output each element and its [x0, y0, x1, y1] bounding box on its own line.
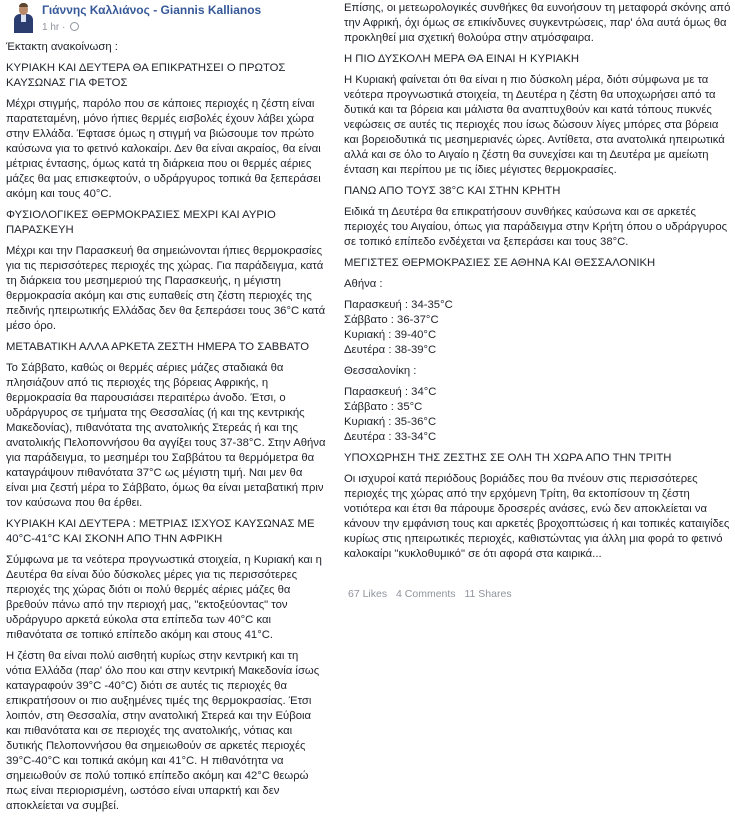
section-paragraph: Οι ισχυροί κατά περιόδους βοριάδες που θα πνέουν στις περισσότερες περιοχές της χώρας από την ερχόμενη Τρίτη, θα εκτοπίσουν τη ζέστη νοτιότερα και έτσι θα πάρουμε δροσερές ανάσες, ενώ δεν αποκλείεται να κάνουν την εμφάνιση τους και αρκετές βροχοπτώσεις ή και τοπικές καταιγίδες κυρίως στις ηπειρωτικές περιοχές, καθιστώντας για άλλη μια φορά το φετινό καλοκαίρι "κυκλοθυμικό" σε ότι αφορά στα καιρικά...	[344, 473, 730, 560]
post-right-column	[344, 1, 735, 568]
section-paragraph: Η Κυριακή φαίνεται ότι θα είναι η πιο δύσκολη μέρα, διότι σύμφωνα με τα νεότερα προγνωστικά στοιχεία, τη Δευτέρα η ζέστη θα υποχωρήσει από τα δυτικά και τα βόρεια και μάλιστα θα αναπτυχθούν και κατά τόπους πυκνές νεφώσεις σε αυτές τις περιοχές που ίσως δώσουν λίγες μπόρες στα βόρεια και βορειοδυτικά τις μεσημεριανές ώρες. Αντίθετα, στα ανατολικά ηπειρωτικά αλλά και σε όλο το Αιγαίο η ζέστη θα συνεχίσει και τη Δευτέρα με αμείωτη ένταση και περίπου με τις ίδιες μέγιστες θερμοκρασίες.	[344, 74, 725, 176]
section-heading: ΥΠΟΧΩΡΗΣΗ ΤΗΣ ΖΕΣΤΗΣ ΣΕ ΟΛΗ ΤΗ ΧΩΡΑ ΑΠΟ ΤΗΝ ΤΡΙΤΗ	[344, 452, 672, 464]
temperature-item: Κυριακή : 39-40°C	[344, 329, 437, 341]
post-header	[0, 0, 330, 40]
temperature-item: Παρασκευή : 34-35°C	[344, 299, 453, 311]
city-name: Θεσσαλονίκη :	[344, 365, 417, 377]
author-name[interactable]: Γιάννης Καλλιάνος - Giannis Kallianos	[42, 3, 262, 17]
comments-count[interactable]: 4 Comments	[396, 588, 456, 600]
section-paragraph: Μέχρι και την Παρασκευή θα σημειώνονται ήπιες θερμοκρασίες για τις περισσότερες περιοχές της χώρας. Για παράδειγμα, κατά τη διάρκεια του μεσημεριού της Παρασκευής, η μέγιστη θερμοκρασία ακόμη και στις ευπαθείς στη ζέστη περιοχές της πεδινής ηπειρωτικής Ελλάδας δεν θα ξεπεράσει τους 36°C κατά μέσο όρο.	[6, 245, 326, 332]
temperature-item: Σάββατο : 36-37°C	[344, 314, 439, 326]
globe-icon	[70, 22, 79, 31]
temperature-list	[344, 385, 731, 445]
temperature-item: Σάββατο : 35°C	[344, 401, 423, 413]
post-meta: 1 hr ·	[42, 20, 79, 35]
temperature-item: Δευτέρα : 38-39°C	[344, 344, 437, 356]
section-paragraph: Ειδικά τη Δευτέρα θα επικρατήσουν συνθήκες καύσωνα και σε αρκετές περιοχές του Αιγαίου, όπως για παράδειγμα στην Κρήτη όπου ο υδράργυρος σε τοπικό επίπεδο ενδέχεται να ξεπεράσει και τους 38°C.	[344, 206, 728, 248]
section-paragraph: Μέχρι στιγμής, παρόλο που σε κάποιες περιοχές η ζέστη είναι παρατεταμένη, μόνο ήπιες θερμές εισβολές έχουν λάβει χώρα στην Ελλάδα. Έφτασε όμως η στιγμή να βιώσουμε τον πρώτο καύσωνα για το φετινό καλοκαίρι. Δεν θα είναι ακραίος, θα είναι μέτριας έντασης, όμως κατά τη διάρκεια που οι θερμές αέριες μάζες θα μας επισκεφτούν, ο υδράργυρος τοπικά θα ξεπεράσει ακόμη και τους 40°C.	[6, 98, 321, 200]
likes-count[interactable]: 67 Likes	[348, 588, 388, 600]
temperature-item: Παρασκευή : 34°C	[344, 386, 437, 398]
shares-count[interactable]: 11 Shares	[464, 588, 512, 600]
section-paragraph: Σύμφωνα με τα νεότερα προγνωστικά στοιχεία, η Κυριακή και η Δευτέρα θα είναι δύο δύσκολες μέρες για τις περισσότερες περιοχές της χώρας διότι οι πολύ θερμές αέριες μάζες θα βρεθούν πάνω από την περιοχή μας, "εκτοξεύοντας" τον υδράργυρο αρκετά εύκολα στα επίπεδα των 40°C και πιθανότατα σε τοπικό επίπεδο ακόμη και στους 41°C.	[6, 554, 322, 641]
section-paragraph: Το Σάββατο, καθώς οι θερμές αέριες μάζες σταδιακά θα πλησιάζουν από τις περιοχές της βόρειας Αφρικής, η θερμοκρασία θα παρουσιάσει περαιτέρω άνοδο. Έτσι, ο υδράργυρος σε τμήματα της Θεσσαλίας (ή και της κεντρικής Μακεδονίας), πιθανότατα της ανατολικής Στερεάς ή και της ανατολικής Πελοποννήσου θα αγγίξει τους 37-38°C. Στην Αθήνα για παράδειγμα, το μεσημέρι του Σαββάτου τα θερμόμετρα θα καταγράψουν πιθανότατα 37°C ως μέγιστη τιμή. Ναι μεν θα είναι μια ζεστή μέρα το Σάββατο, όμως θα είναι μεταβατική πριν τον καύσωνα που θα έρθει.	[6, 362, 326, 509]
post-time[interactable]: 1 hr	[42, 22, 60, 33]
section-paragraph: Επίσης, οι μετεωρολογικές συνθήκες θα ευνοήσουν τη μεταφορά σκόνης από την Αφρική, όχι όμως σε επικίνδυνες συγκεντρώσεις, παρ' όλα αυτά όμως θα προκληθεί μια σχετική θολούρα στην ατμόσφαιρα.	[344, 2, 731, 44]
post-intro: Έκτακτη ανακοίνωση :	[6, 41, 118, 53]
section-heading: ΜΕΤΑΒΑΤΙΚΗ ΑΛΛΑ ΑΡΚΕΤΑ ΖΕΣΤΗ ΗΜΕΡΑ ΤΟ ΣΑΒΒΑΤΟ	[6, 341, 309, 353]
post-left-column	[0, 0, 330, 820]
max-temps-heading: ΜΕΓΙΣΤΕΣ ΘΕΡΜΟΚΡΑΣΙΕΣ ΣΕ ΑΘΗΝΑ ΚΑΙ ΘΕΣΣΑΛΟΝΙΚΗ	[344, 257, 656, 269]
temperature-list	[344, 298, 731, 358]
city-name: Αθήνα :	[344, 278, 383, 290]
post-body-left	[0, 40, 330, 814]
section-heading: ΠΑΝΩ ΑΠΟ ΤΟΥΣ 38°C ΚΑΙ ΣΤΗΝ ΚΡΗΤΗ	[344, 185, 561, 197]
post-stats	[348, 587, 518, 602]
avatar[interactable]	[10, 3, 36, 33]
section-paragraph: Η ζέστη θα είναι πολύ αισθητή κυρίως στην κεντρική και τη νότια Ελλάδα (παρ' όλο που και στην κεντρική Μακεδονία ίσως καταγραφούν 39°C -40°C) διότι σε αυτές τις περιοχές θα επικρατήσουν οι πιο αυξημένες τιμές της θερμοκρασίας. Έτσι λοιπόν, στη Θεσσαλία, στην ανατολική Στερεά και την Εύβοια και πιθανότατα και σε περιοχές της ανατολικής, νότιας και δυτικής Πελοποννήσου θα σημειωθούν σε αρκετές περιοχές 39°C-40°C και τοπικά ακόμη και 41°C. Η πιθανότητα να σημειωθούν σε πολύ τοπικό επίπεδο ακόμη και 42°C θεωρώ πως είναι περιορισμένη, ωστόσο είναι υπαρκτή και δεν αποκλείεται να συμβεί.	[6, 650, 320, 812]
temperature-item: Δευτέρα : 33-34°C	[344, 431, 437, 443]
temperature-item: Κυριακή : 35-36°C	[344, 416, 437, 428]
post-body-right	[344, 1, 735, 562]
section-heading: ΚΥΡΙΑΚΗ ΚΑΙ ΔΕΥΤΕΡΑ ΘΑ ΕΠΙΚΡΑΤΗΣΕΙ Ο ΠΡΩΤΟΣ ΚΑΥΣΩΝΑΣ ΓΙΑ ΦΕΤΟΣ	[6, 62, 286, 89]
section-heading: ΚΥΡΙΑΚΗ ΚΑΙ ΔΕΥΤΕΡΑ : ΜΕΤΡΙΑΣ ΙΣΧΥΟΣ ΚΑΥΣΩΝΑΣ ΜΕ 40°C-41°C ΚΑΙ ΣΚΟΝΗ ΑΠΟ ΤΗΝ ΑΦΡΙΚΗ	[6, 518, 315, 545]
section-heading: Η ΠΙΟ ΔΥΣΚΟΛΗ ΜΕΡΑ ΘΑ ΕΙΝΑΙ Η ΚΥΡΙΑΚΗ	[344, 53, 579, 65]
section-heading: ΦΥΣΙΟΛΟΓΙΚΕΣ ΘΕΡΜΟΚΡΑΣΙΕΣ ΜΕΧΡΙ ΚΑΙ ΑΥΡΙΟ ΠΑΡΑΣΚΕΥΗ	[6, 209, 276, 236]
